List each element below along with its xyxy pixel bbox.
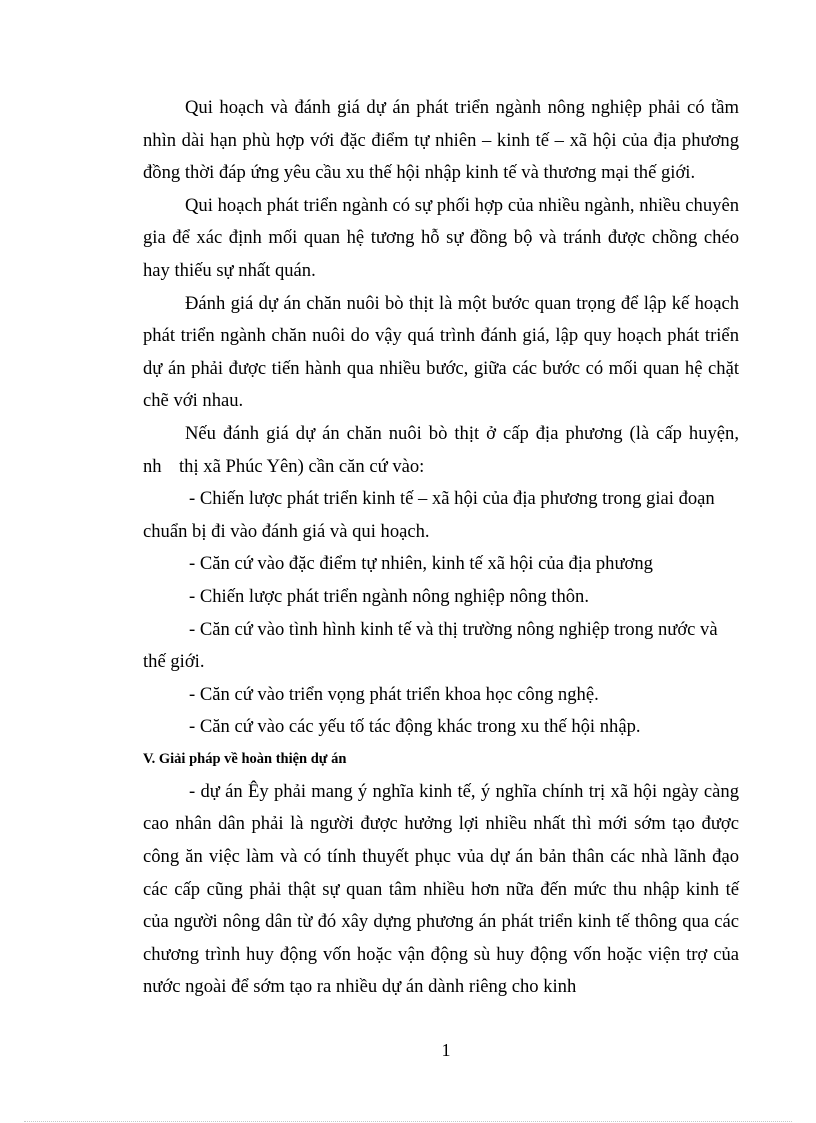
criteria-market-line2: thế giới. <box>143 651 205 673</box>
paragraph-local-level-continuation <box>143 451 739 484</box>
list-item <box>143 483 739 548</box>
local-level-rest: thị xã Phúc Yên) cần căn cứ vào: <box>179 455 425 477</box>
criteria-list <box>143 483 739 744</box>
criteria-strategy-line2: chuẩn bị đi vào đánh giá và qui hoạch. <box>143 520 430 542</box>
stray-text-fragment: nh <box>143 455 162 477</box>
list-item: - Căn cứ vào triển vọng phát triển khoa học công nghệ. <box>189 683 599 705</box>
criteria-market-line1: - Căn cứ vào tình hình kinh tế và thị trường nông nghiệp trong nước và <box>189 618 718 640</box>
list-item <box>143 614 739 679</box>
criteria-strategy-line1: - Chiến lược phát triển kinh tế – xã hội của địa phương trong giai đoạn <box>189 488 715 510</box>
page-number: 1 <box>441 1040 451 1060</box>
list-item: - Chiến lược phát triển ngành nông nghiệp nông thôn. <box>189 585 589 607</box>
paragraph-project-evaluation: Đánh giá dự án chăn nuôi bò thịt là một bước quan trọng để lập kế hoạch phát triển ngành chăn nuôi do vậy quá trình đánh giá, lập quy hoạch phát triển dự án phải được tiến hành qua nhiều bước, giữa các bước có mối quan hệ chặt chẽ với nhau. <box>143 292 739 412</box>
list-item: - Căn cứ vào các yếu tố tác động khác trong xu thế hội nhập. <box>189 716 641 738</box>
document-body <box>143 92 739 1004</box>
paragraph-solutions: - dự án Êy phải mang ý nghĩa kinh tế, ý nghĩa chính trị xã hội ngày càng cao nhân dân phải là người được hưởng lợi nhiều nhất thì mới sớm tạo được công ăn việc làm và có tính thuyết phục vủa dự án bản thân các nhà lãnh đạo các cấp cũng phải thật sự quan tâm nhiều hơn nữa đến mức thu nhập kinh tế của người nông dân từ đó xây dựng phương án phát triển kinh tế thông qua các chương trình huy động vốn hoặc vận động sù huy động vốn hoặc viện trợ của nước ngoài để sớm tạo ra nhiều dự án dành riêng cho kinh <box>143 780 739 998</box>
paragraph-planning-vision: Qui hoạch và đánh giá dự án phát triển ngành nông nghiệp phải có tầm nhìn dài hạn phù hợp với đặc điểm tự nhiên – kinh tế – xã hội của địa phương đồng thời đáp ứng yêu cầu xu thế hội nhập kinh tế và thương mại thế giới. <box>143 97 739 184</box>
section-heading: V. Giải pháp về hoàn thiện dự án <box>143 750 347 767</box>
page-bottom-divider <box>24 1121 792 1122</box>
list-item: - Căn cứ vào đặc điểm tự nhiên, kinh tế xã hội của địa phương <box>189 553 653 575</box>
paragraph-local-level-evaluation: Nếu đánh giá dự án chăn nuôi bò thịt ở cấp địa phương (là cấp huyện, <box>185 422 739 444</box>
paragraph-multi-sector-coordination: Qui hoạch phát triển ngành có sự phối hợp của nhiều ngành, nhiều chuyên gia để xác định mối quan hệ tương hỗ sự đồng bộ và tránh được chồng chéo hay thiếu sự nhất quán. <box>143 194 739 281</box>
